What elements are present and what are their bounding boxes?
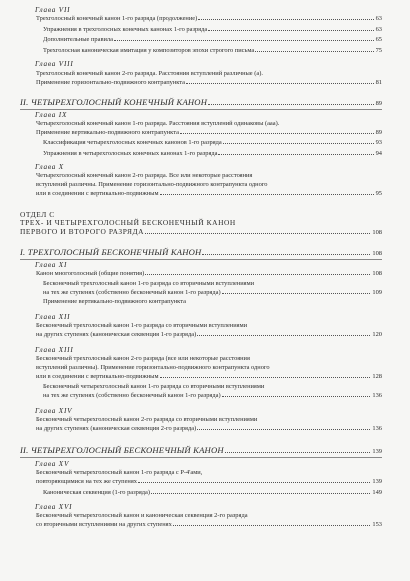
toc-entry bbox=[43, 150, 382, 157]
toc-entry-title: II. ЧЕТЫРЕХГОЛОСНЫЙ БЕСКОНЕЧНЫЙ КАНОН bbox=[20, 445, 224, 455]
toc-entry-title: на других ступенях (каноническая секвенция 1-го разряда) bbox=[36, 331, 197, 338]
chapter-heading: Глава VII bbox=[35, 6, 71, 14]
page-number: 108 bbox=[372, 270, 382, 277]
toc-entry bbox=[43, 26, 382, 33]
dot-leader bbox=[114, 40, 374, 41]
dot-leader bbox=[222, 396, 371, 397]
dot-leader bbox=[138, 482, 370, 483]
chapter-heading: Глава XIV bbox=[35, 407, 73, 415]
toc-entry-title: или в соединении с вертикально-подвижным bbox=[36, 190, 159, 197]
section-heading bbox=[20, 97, 382, 107]
toc-entry-text: Трехголосный конечный канон 2-го разряда. Расстояния вступлений различные (а). bbox=[36, 70, 263, 77]
toc-entry-text: Бесконечный четырехголосный канон 1-го разряда со вторичными вступлениями bbox=[43, 383, 265, 390]
dot-leader bbox=[197, 429, 370, 430]
toc-entry-title: Применение вертикально-подвижного контрапункта bbox=[36, 129, 179, 136]
toc-entry bbox=[36, 270, 382, 277]
section-rule bbox=[20, 457, 382, 458]
toc-entry-title: на других ступенях (каноническая секвенция 2-го разряда) bbox=[36, 425, 197, 432]
part-heading-entry bbox=[20, 227, 382, 236]
toc-entry-title: II. ЧЕТЫРЕХГОЛОСНЫЙ КОНЕЧНЫЙ КАНОН bbox=[20, 97, 208, 107]
page-number: 94 bbox=[375, 150, 382, 157]
toc-entry-title: или в соединении с вертикально-подвижным bbox=[36, 373, 159, 380]
toc-entry-title: Трехголосная каноническая имитация у композиторов эпохи строгого письма bbox=[43, 47, 255, 54]
page-number: 109 bbox=[372, 289, 382, 296]
toc-entry-text: Бесконечный четырехголосный канон 1-го разряда с P-4'ами, bbox=[36, 469, 203, 476]
toc-entry-title: Классификация четырехголосных конечных канонов 1-го разряда bbox=[43, 139, 222, 146]
page-number: 108 bbox=[372, 250, 382, 257]
toc-entry bbox=[36, 425, 382, 432]
toc-entry-title: Канон многоголосный (общие понятия) bbox=[36, 270, 145, 277]
page-number: 75 bbox=[375, 47, 382, 54]
page-number: 153 bbox=[372, 521, 382, 528]
toc-entry-text: вступлений различны. Применение горизонтально-подвижного контрапункта одного bbox=[36, 181, 268, 188]
dot-leader bbox=[151, 493, 370, 494]
page-number: 120 bbox=[372, 331, 382, 338]
toc-entry-title: Каноническая секвенция (1-го разряда) bbox=[43, 489, 150, 496]
toc-entry bbox=[43, 289, 382, 296]
page-number: 93 bbox=[375, 139, 382, 146]
toc-entry-text: Бесконечный трехголосный канон 1-го разряда со вторичными вступлениями bbox=[43, 280, 255, 287]
dot-leader bbox=[198, 19, 373, 20]
part-heading: ТРЕХ- И ЧЕТЫРЕХГОЛОСНЫЙ БЕСКОНЕЧНЫЙ КАНОН bbox=[20, 218, 236, 227]
dot-leader bbox=[145, 233, 370, 234]
dot-leader bbox=[160, 194, 374, 195]
section-rule bbox=[20, 109, 382, 110]
page-number: 108 bbox=[372, 229, 382, 236]
page-number: 63 bbox=[375, 26, 382, 33]
chapter-heading: Глава XVI bbox=[35, 503, 73, 511]
toc-entry bbox=[36, 15, 382, 22]
dot-leader bbox=[218, 154, 373, 155]
dot-leader bbox=[208, 30, 373, 31]
dot-leader bbox=[173, 525, 371, 526]
toc-entry-title: на тех же ступенях (собственно бесконечный канон 1-го разряда) bbox=[43, 289, 221, 296]
part-heading: ОТДЕЛ С bbox=[20, 210, 55, 219]
toc-entry-title: на тех же ступенях (собственно бесконечный канон 1-го разряда) bbox=[43, 392, 221, 399]
chapter-heading: Глава IX bbox=[35, 111, 68, 119]
toc-entry-title: ПЕРВОГО И ВТОРОГО РАЗРЯДА bbox=[20, 227, 145, 236]
toc-entry bbox=[43, 139, 382, 146]
toc-entry bbox=[36, 521, 382, 528]
toc-entry-text: Бесконечный четырехголосный канон и каноническая секвенция 2-го разряда bbox=[36, 512, 248, 519]
page-number: 139 bbox=[372, 478, 382, 485]
dot-leader bbox=[208, 104, 374, 105]
toc-entry bbox=[43, 47, 382, 54]
chapter-heading: Глава XV bbox=[35, 460, 70, 468]
toc-entry-title: Упражнения в трехголосных конечных канонах 1-го разряда bbox=[43, 26, 208, 33]
page-number: 149 bbox=[372, 489, 382, 496]
toc-entry-text: Бесконечный четырехголосный канон 2-го разряда со вторичными вступлениями bbox=[36, 416, 258, 423]
toc-entry-title: Упражнения в четырехголосных конечных канонах 1-го разряда bbox=[43, 150, 218, 157]
toc-entry-text: Четырехголосный конечный канон 1-го разряда. Расстояния вступлений одинаковы (ааа). bbox=[36, 120, 280, 127]
dot-leader bbox=[160, 377, 371, 378]
toc-entry bbox=[36, 129, 382, 136]
dot-leader bbox=[222, 293, 371, 294]
page-number: 128 bbox=[372, 373, 382, 380]
page-number: 63 bbox=[375, 15, 382, 22]
section-heading bbox=[20, 445, 382, 455]
page-number: 139 bbox=[372, 448, 382, 455]
dot-leader bbox=[223, 143, 374, 144]
dot-leader bbox=[145, 274, 370, 275]
dot-leader bbox=[180, 133, 374, 134]
toc-entry-text: Бесконечный трехголосный канон 2-го разряда (все или некоторые расстояния bbox=[36, 355, 250, 362]
toc-entry bbox=[43, 489, 382, 496]
toc-entry bbox=[36, 373, 382, 380]
section-heading bbox=[20, 247, 382, 257]
toc-entry bbox=[36, 478, 382, 485]
toc-entry-title: повторяющимися на тех же ступенях bbox=[36, 478, 137, 485]
toc-entry-title: I. ТРЕХГОЛОСНЫЙ БЕСКОНЕЧНЫЙ КАНОН bbox=[20, 247, 202, 257]
toc-entry bbox=[43, 392, 382, 399]
page-number: 89 bbox=[375, 100, 382, 107]
page-number: 81 bbox=[375, 79, 382, 86]
dot-leader bbox=[225, 452, 371, 453]
toc-entry-title: Трехголосный конечный канон 1-го разряда (продолжение) bbox=[36, 15, 198, 22]
toc-entry-text: вступлений различны). Применение горизонтально-подвижного контрапункта одного bbox=[36, 364, 270, 371]
page-number: 89 bbox=[375, 129, 382, 136]
dot-leader bbox=[202, 254, 370, 255]
toc-entry-title: Дополнительные правила bbox=[43, 36, 113, 43]
page-number: 136 bbox=[372, 392, 382, 399]
toc-entry bbox=[36, 79, 382, 86]
chapter-heading: Глава X bbox=[35, 163, 64, 171]
dot-leader bbox=[255, 51, 373, 52]
chapter-heading: Глава XIII bbox=[35, 346, 74, 354]
dot-leader bbox=[197, 335, 370, 336]
page-number: 65 bbox=[375, 36, 382, 43]
toc-entry-text: Применение вертикально-подвижного контрапункта bbox=[43, 298, 186, 305]
toc-entry-text: Бесконечный трехголосный канон 1-го разряда со вторичными вступлениями bbox=[36, 322, 248, 329]
section-rule bbox=[20, 259, 382, 260]
toc-entry-text: Четырехголосный конечный канон 2-го разряда. Все или некоторые расстояния bbox=[36, 172, 253, 179]
chapter-heading: Глава XI bbox=[35, 261, 68, 269]
chapter-heading: Глава VIII bbox=[35, 60, 74, 68]
dot-leader bbox=[186, 83, 374, 84]
toc-entry-title: Применение горизонтально-подвижного контрапункта bbox=[36, 79, 186, 86]
toc-entry bbox=[43, 36, 382, 43]
toc-entry bbox=[36, 190, 382, 197]
chapter-heading: Глава XII bbox=[35, 313, 71, 321]
toc-entry bbox=[36, 331, 382, 338]
page-number: 95 bbox=[375, 190, 382, 197]
page-number: 136 bbox=[372, 425, 382, 432]
toc-entry-title: со вторичными вступлениями на других ступенях bbox=[36, 521, 172, 528]
